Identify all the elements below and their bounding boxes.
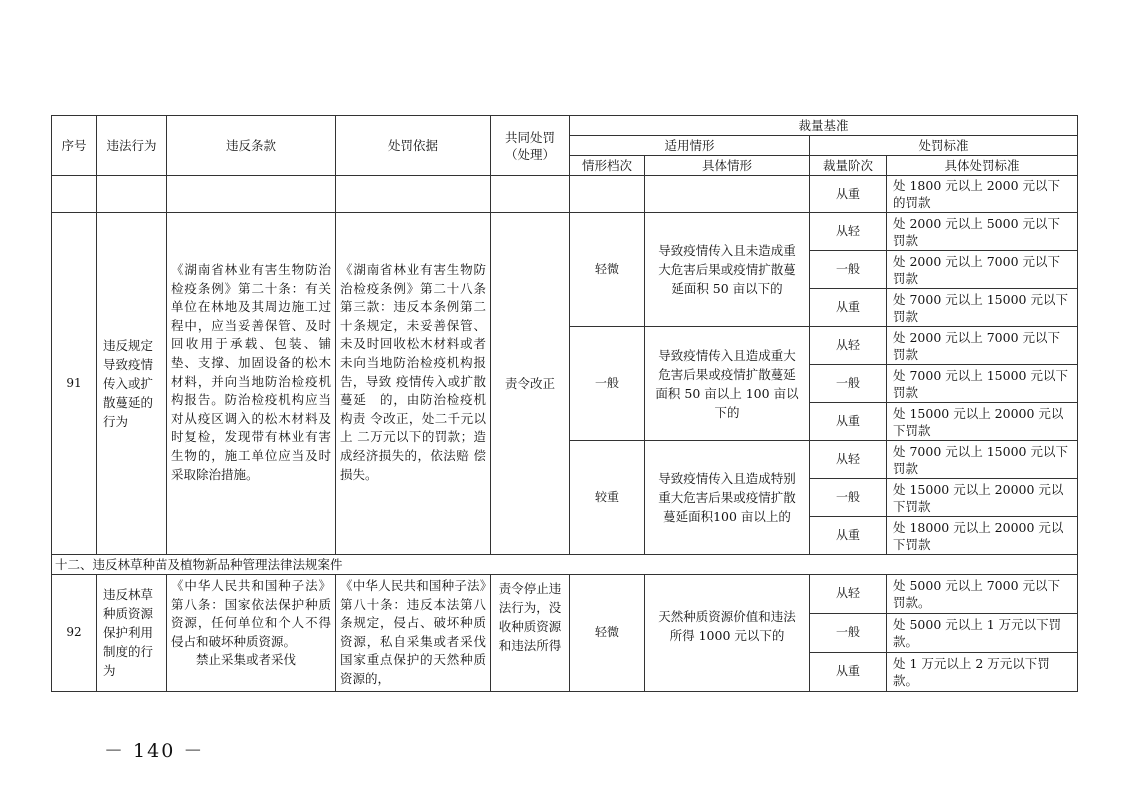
standard-cell: 处 1 万元以上 2 万元以下罚 款。: [887, 652, 1078, 691]
table-row: [52, 176, 1078, 213]
violation-act: 违反规定导致疫情传入或扩散蔓延的行为: [97, 213, 167, 555]
penalty-discretion-table: [51, 115, 1078, 692]
standard-cell: 处 2000 元以上 7000 元以下 罚款: [887, 251, 1078, 289]
header-situation: 具体情形: [645, 156, 810, 176]
standard-cell: 处 5000 元以上 7000 元以下 罚款。: [887, 575, 1078, 614]
standard-cell: 处 15000 元以上 20000 元以下罚款: [887, 479, 1078, 517]
level-cell: 一般: [570, 327, 645, 441]
grade-cell: 从重: [810, 517, 887, 555]
grade-cell: 一般: [810, 479, 887, 517]
section-heading: 十二、违反林草种苗及植物新品种管理法律法规案件: [52, 555, 1078, 575]
penalty-basis: 《中华人民共和国种子法》第八十条：违反本法第八条规定，侵占、破坏种质资源，私自采集或者采伐国家重点保护的天然种质资源的，: [336, 575, 491, 692]
empty-cell: [570, 176, 645, 213]
standard-cell: 处 1800 元以上 2000 元以下 的罚款: [887, 176, 1078, 213]
header-common-line2: （处理）: [504, 146, 555, 162]
penalty-table-container: [51, 115, 1077, 692]
grade-cell: 一般: [810, 365, 887, 403]
grade-cell: 一般: [810, 613, 887, 652]
clause-continuation: 禁止采集或者采伐: [196, 652, 297, 668]
empty-cell: [52, 176, 97, 213]
standard-cell: 处 15000 元以上 20000 元以下罚款: [887, 403, 1078, 441]
grade-cell: 从轻: [810, 213, 887, 251]
situation-cell: 导致疫情传入且未造成重大危害后果或疫情扩散蔓延面积 50 亩以下的: [645, 213, 810, 327]
empty-cell: [336, 176, 491, 213]
page-number: － 140 －: [104, 740, 205, 762]
header-basis: 处罚依据: [336, 116, 491, 176]
grade-cell: 从轻: [810, 327, 887, 365]
empty-cell: [167, 176, 336, 213]
violated-clause: 《湖南省林业有害生物防治检疫条例》第二十条：有关单位在林地及其周边施工过程中，应当妥善保管、及时回收用于承载、包装、铺垫、支撑、加固设备的松木材料，并向当地防治检疫机构报告。防治检疫机构应当对从疫区调入的松木材料及时复检，发现带有林业有害生物的，施工单位应当及时采取除治措施。: [167, 213, 336, 555]
standard-cell: 处 5000 元以上 1 万元以下罚 款。: [887, 613, 1078, 652]
situation-cell: 导致疫情传入且造成重大危害后果或疫情扩散蔓延面积 50 亩以上 100 亩以下的: [645, 327, 810, 441]
standard-cell: 处 7000 元以上 15000 元以下 罚款: [887, 441, 1078, 479]
grade-cell: 从重: [810, 403, 887, 441]
row-number: 92: [52, 575, 97, 692]
header-act: 违法行为: [97, 116, 167, 176]
standard-cell: 处 18000 元以上 20000 元以下罚款: [887, 517, 1078, 555]
empty-cell: [645, 176, 810, 213]
table-row: [52, 213, 1078, 251]
level-cell: 较重: [570, 441, 645, 555]
header-benchmark: 裁量基准: [570, 116, 1078, 136]
violation-act: 违反林草种质资源保护利用制度的行为: [97, 575, 167, 692]
common-penalty: 责令改正: [491, 213, 570, 555]
clause-text: 《中华人民共和国种子法》第八条：国家依法保护种质资源，任何单位和个人不得侵占和破坏种质资源。: [171, 578, 331, 649]
level-cell: 轻微: [570, 213, 645, 327]
grade-cell: 一般: [810, 251, 887, 289]
header-common-line1: 共同处罚: [504, 129, 555, 145]
common-penalty: 责令停止违法行为，没收种质资源和违法所得: [491, 575, 570, 692]
grade-cell: 从轻: [810, 575, 887, 614]
grade-cell: 从重: [810, 176, 887, 213]
violated-clause: [167, 575, 336, 692]
standard-cell: 处 2000 元以上 5000 元以下 罚款: [887, 213, 1078, 251]
grade-cell: 从轻: [810, 441, 887, 479]
grade-cell: 从重: [810, 652, 887, 691]
grade-cell: 从重: [810, 289, 887, 327]
header-clause: 违反条款: [167, 116, 336, 176]
header-level: 情形档次: [570, 156, 645, 176]
table-row: [52, 575, 1078, 614]
standard-cell: 处 7000 元以上 15000 元以下 罚款: [887, 289, 1078, 327]
penalty-basis: 《湖南省林业有害生物防治检疫条例》第二十八条第三款：违反本条例第二十条规定，未妥善保管、未及时回收松木材料或者未向当地防治检疫机构报告，导致 疫情传入或扩散蔓延 的，由防治检疫机构责 令改正，处二千元以上 二万元以下的罚款；造 成经济损失的，依法赔 偿损失。: [336, 213, 491, 555]
header-specific: 具体处罚标准: [887, 156, 1078, 176]
header-penalty-std: 处罚标准: [810, 136, 1078, 156]
situation-cell: 天然种质资源价值和违法所得 1000 元以下的: [645, 575, 810, 692]
situation-cell: 导致疫情传入且造成特别重大危害后果或疫情扩散蔓延面积100 亩以上的: [645, 441, 810, 555]
header-grade: 裁量阶次: [810, 156, 887, 176]
header-common: [491, 116, 570, 176]
empty-cell: [491, 176, 570, 213]
level-cell: 轻微: [570, 575, 645, 692]
section-row: [52, 555, 1078, 575]
header-applicable: 适用情形: [570, 136, 810, 156]
row-number: 91: [52, 213, 97, 555]
empty-cell: [97, 176, 167, 213]
standard-cell: 处 2000 元以上 7000 元以下 罚款: [887, 327, 1078, 365]
standard-cell: 处 7000 元以上 15000 元以下 罚款: [887, 365, 1078, 403]
header-seq: 序号: [52, 116, 97, 176]
